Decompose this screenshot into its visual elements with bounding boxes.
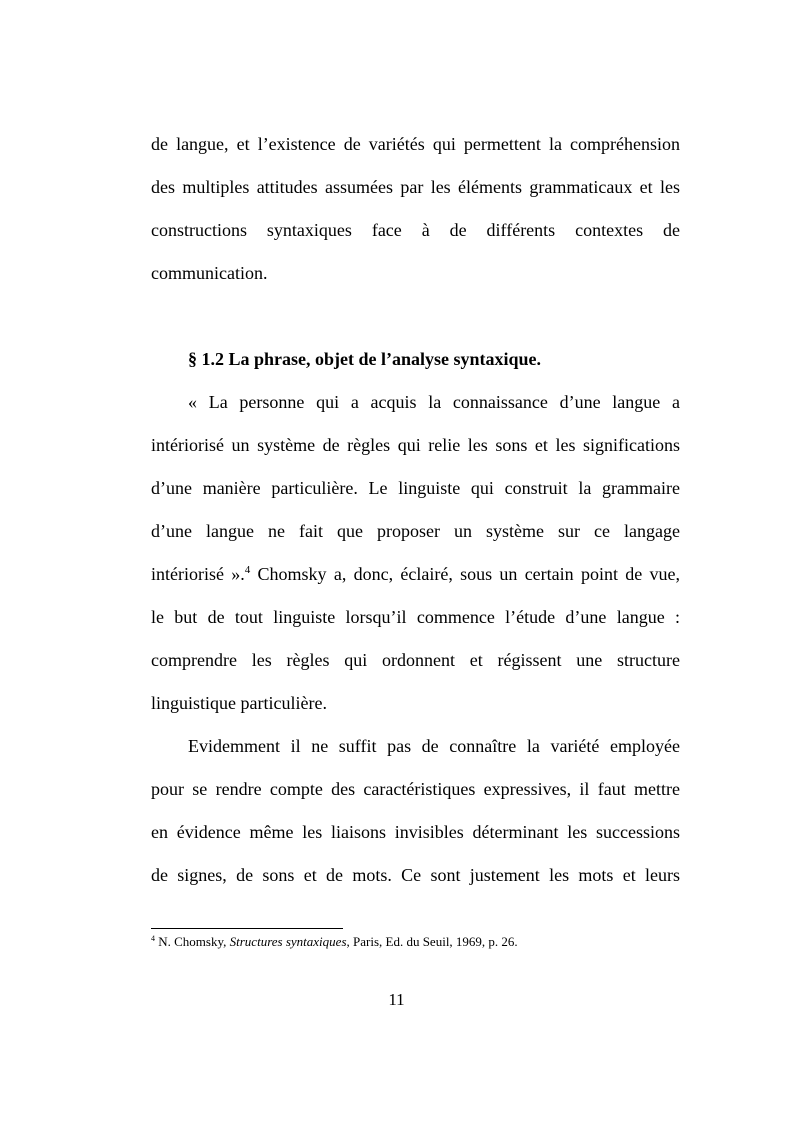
body-text-line: d’une langue ne fait que proposer un système sur ce langage bbox=[151, 521, 680, 541]
body-text-line: pour se rendre compte des caractéristiques expressives, il faut mettre bbox=[151, 779, 680, 799]
quote-end-text: intériorisé ». bbox=[151, 564, 245, 584]
section-heading: § 1.2 La phrase, objet de l’analyse syntaxique. bbox=[188, 349, 542, 369]
body-text-line: linguistique particulière. bbox=[151, 693, 327, 713]
body-text-line: en évidence même les liaisons invisibles déterminant les successions bbox=[151, 822, 680, 842]
body-text-line: le but de tout linguiste lorsqu’il commence l’étude d’une langue : bbox=[151, 607, 680, 627]
body-text-line: communication. bbox=[151, 263, 268, 283]
body-text-line: Evidemment il ne suffit pas de connaître la variété employée bbox=[188, 736, 680, 756]
body-text-line bbox=[151, 563, 680, 585]
page-number: 11 bbox=[388, 990, 405, 1009]
body-text-line: de langue, et l’existence de variétés qui permettent la compréhension bbox=[151, 134, 680, 154]
body-text-line: de signes, de sons et de mots. Ce sont justement les mots et leurs bbox=[151, 865, 680, 885]
body-text-line: des multiples attitudes assumées par les éléments grammaticaux et les bbox=[151, 177, 680, 197]
body-text-line: d’une manière particulière. Le linguiste qui construit la grammaire bbox=[151, 478, 680, 498]
body-text-line: constructions syntaxiques face à de différents contextes de bbox=[151, 220, 680, 240]
footnote-details: , Paris, Ed. du Seuil, 1969, p. 26. bbox=[346, 934, 518, 949]
body-text-line: intériorisé un système de règles qui relie les sons et les significations bbox=[151, 435, 680, 455]
footnote-author: N. Chomsky, bbox=[155, 934, 230, 949]
body-text-line: « La personne qui a acquis la connaissance d’une langue a bbox=[188, 392, 680, 412]
footnote-reference[interactable]: 4 bbox=[244, 564, 251, 576]
footnote-separator bbox=[151, 928, 343, 929]
body-text-line: comprendre les règles qui ordonnent et régissent une structure bbox=[151, 650, 680, 670]
footnote-number: 4 bbox=[151, 934, 155, 943]
footnote bbox=[151, 934, 518, 950]
body-text-fragment: Chomsky a, donc, éclairé, sous un certain point de vue, bbox=[250, 564, 680, 584]
footnote-title: Structures syntaxiques bbox=[229, 934, 347, 949]
